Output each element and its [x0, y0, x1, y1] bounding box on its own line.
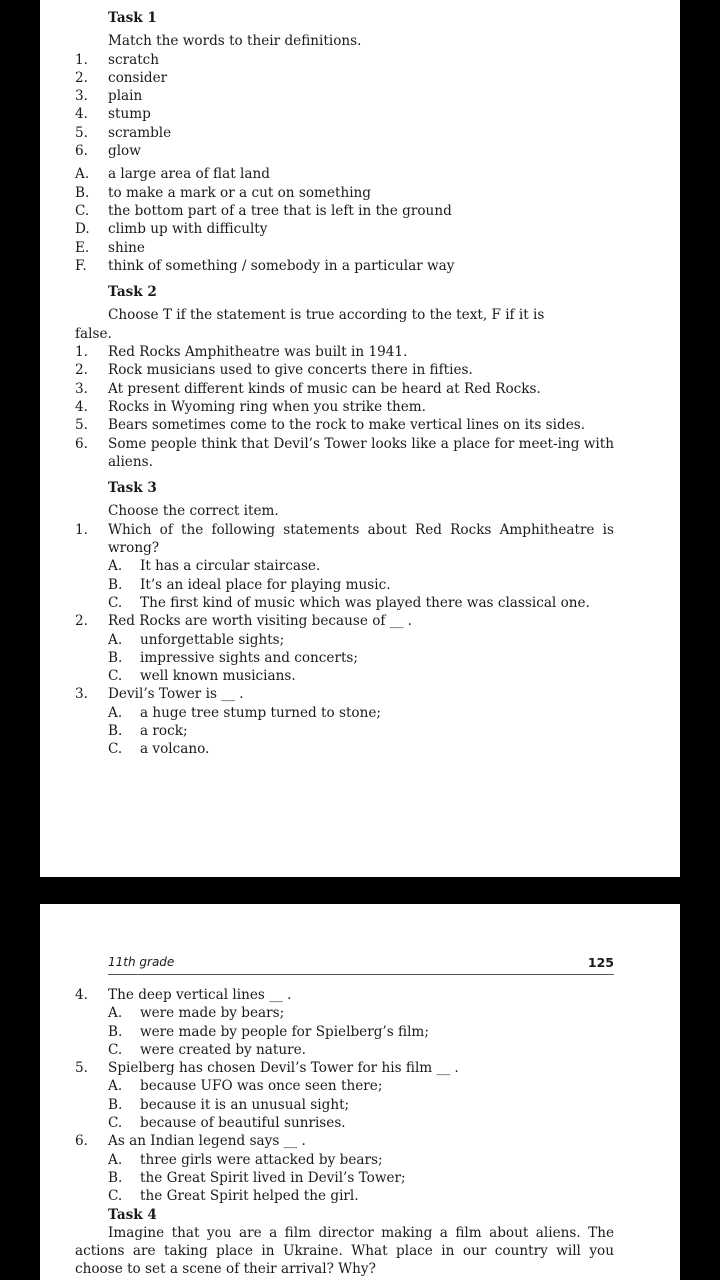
option-item: C. well known musicians. — [108, 668, 296, 685]
option-item: B. a rock; — [108, 722, 188, 739]
page-2-content — [75, 986, 614, 1279]
definition-item: A. a large area of flat land — [75, 166, 270, 183]
option-item: B. It’s an ideal place for playing music. — [108, 576, 391, 593]
definition-item: F. think of something / somebody in a particular way — [75, 257, 455, 274]
page-2 — [40, 904, 680, 1280]
option-item: B. impressive sights and concerts; — [108, 649, 358, 666]
question-item: 1. Which of the following statements about Red Rocks Amphitheatre is wrong? — [75, 521, 614, 557]
page-1 — [40, 0, 680, 877]
word-item: 4. stump — [75, 106, 151, 123]
question-item: 2. Red Rocks are worth visiting because of __ . — [75, 613, 412, 630]
option-item: A. a huge tree stump turned to stone; — [108, 704, 381, 721]
definition-item: D. climb up with difficulty — [75, 221, 268, 238]
option-item: A. because UFO was once seen there; — [108, 1078, 383, 1095]
task1-word-list — [75, 51, 614, 276]
task2-title: Task 2 — [108, 284, 157, 301]
option-item: A. were made by bears; — [108, 1005, 285, 1022]
option-item: A. It has a circular staircase. — [108, 558, 321, 575]
page-header — [108, 954, 614, 975]
definition-item: B. to make a mark or a cut on something — [75, 184, 372, 201]
option-item: A. unforgettable sights; — [108, 631, 285, 648]
statement-item: 2. Rock musicians used to give concerts there in fifties. — [75, 362, 473, 379]
word-item: 1. scratch — [75, 51, 160, 68]
task4-text: Imagine that you are a film director making a film about aliens. The actions are taking place in Ukraine. What place in our country will you choose to set a scene of their arrival? Why? — [75, 1224, 614, 1278]
word-item: 5. scramble — [75, 124, 172, 141]
task4-title: Task 4 — [108, 1206, 157, 1223]
task3-instruction: Choose the correct item. — [108, 503, 279, 520]
statement-item: 5. Bears sometimes come to the rock to make vertical lines on its sides. — [75, 417, 586, 434]
task2-instruction: Choose T if the statement is true according to the text, F if it is — [108, 307, 545, 324]
option-item: A. three girls were attacked by bears; — [108, 1151, 383, 1168]
statement-item: 4. Rocks in Wyoming ring when you strike them. — [75, 398, 426, 415]
question-item: 6. As an Indian legend says __ . — [75, 1133, 306, 1150]
statement-item: 1. Red Rocks Amphitheatre was built in 1941. — [75, 344, 408, 361]
question-item: 3. Devil’s Tower is __ . — [75, 686, 244, 703]
task3-title: Task 3 — [108, 480, 157, 497]
option-item: B. because it is an unusual sight; — [108, 1096, 350, 1113]
option-item: C. were created by nature. — [108, 1041, 306, 1058]
definition-item: E. shine — [75, 239, 145, 256]
option-item: B. the Great Spirit lived in Devil’s Tower; — [108, 1169, 406, 1186]
option-item: C. the Great Spirit helped the girl. — [108, 1188, 359, 1205]
statement-item: 3. At present different kinds of music can be heard at Red Rocks. — [75, 380, 541, 397]
option-item: C. The first kind of music which was played there was classical one. — [108, 594, 590, 611]
definition-item: C. the bottom part of a tree that is left in the ground — [75, 202, 452, 219]
word-item: 3. plain — [75, 88, 143, 105]
question-item: 5. Spielberg has chosen Devil’s Tower for his film __ . — [75, 1060, 459, 1077]
option-item: C. a volcano. — [108, 741, 210, 758]
word-item: 6. glow — [75, 143, 141, 160]
statement-item: 6. Some people think that Devil’s Tower looks like a place for meet-ing with aliens. — [75, 435, 614, 470]
grade-label: 11th grade — [108, 955, 175, 969]
page-1-content — [75, 9, 614, 759]
word-item: 2. consider — [75, 69, 168, 86]
option-item: C. because of beautiful sunrises. — [108, 1115, 346, 1132]
task1-title: Task 1 — [108, 10, 157, 26]
task1-instruction: Match the words to their definitions. — [108, 33, 362, 50]
question-item: 4. The deep vertical lines __ . — [75, 987, 292, 1003]
page-number: 125 — [587, 955, 614, 970]
task2-instruction-cont: false. — [75, 325, 112, 342]
option-item: B. were made by people for Spielberg’s film; — [108, 1023, 429, 1040]
